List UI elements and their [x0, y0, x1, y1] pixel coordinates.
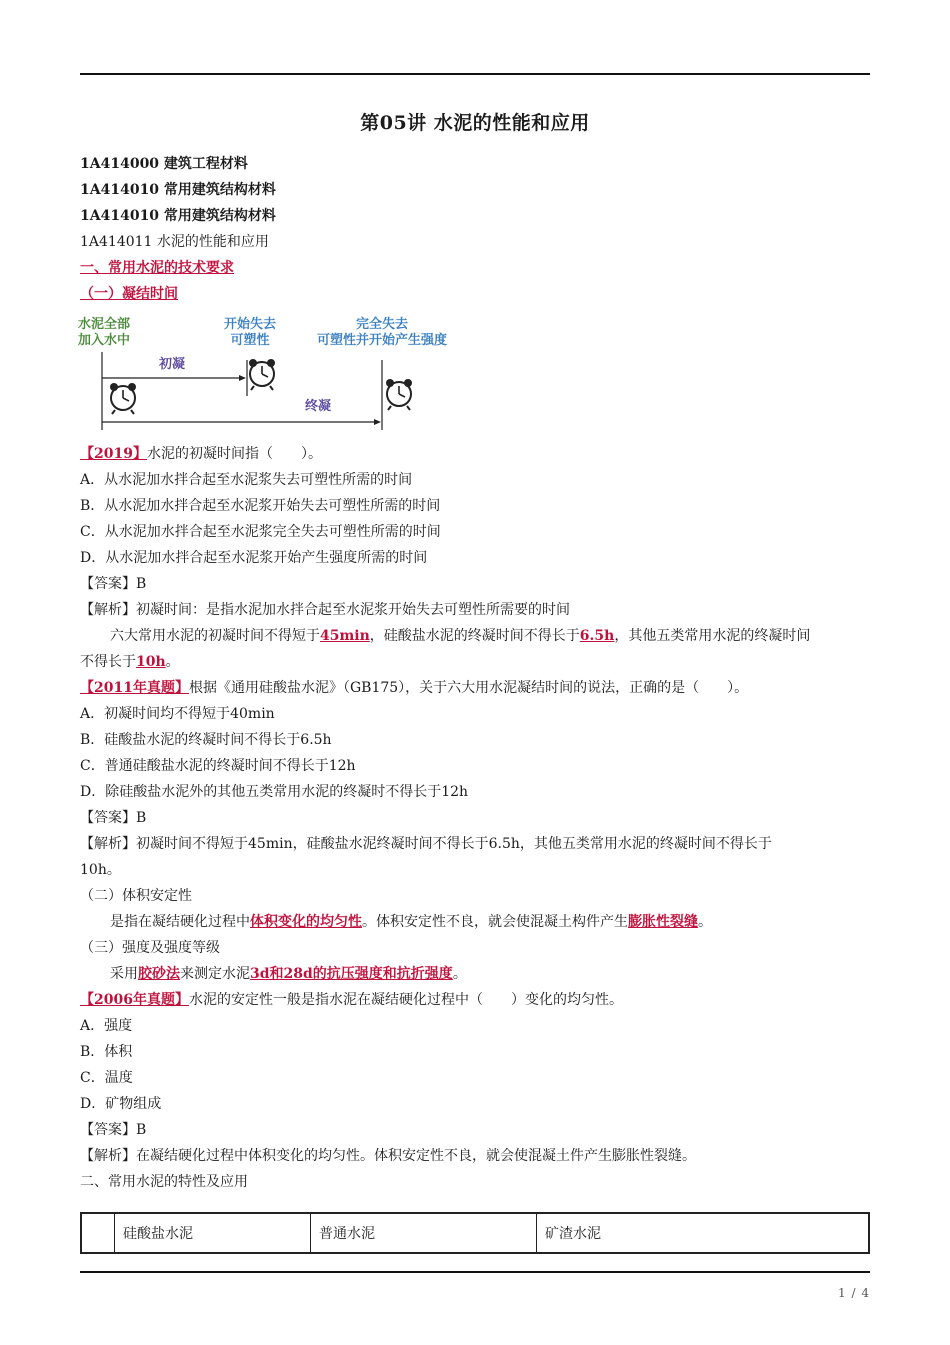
- setting-time-note-cont: 不得长于10h。: [80, 654, 180, 670]
- question-2019: [80, 444, 322, 464]
- option-b: B．体积: [80, 1044, 133, 1060]
- keyword-expansion-crack: 膨胀性裂缝: [628, 914, 698, 930]
- option-b: B．从水泥加水拌合起至水泥浆开始失去可塑性所需的时间: [80, 498, 441, 514]
- keyword-45min: 45min: [320, 628, 370, 644]
- option-d: D．从水泥加水拌合起至水泥浆开始产生强度所需的时间: [80, 550, 428, 566]
- final-setting-label: 终凝: [304, 399, 332, 414]
- setting-time-diagram: [72, 312, 472, 436]
- label-mid-line1: 开始失去: [223, 317, 277, 332]
- bottom-rule: [80, 1271, 870, 1273]
- label-end-line1: 完全失去: [355, 317, 409, 332]
- keyword-6-5h: 6.5h: [579, 628, 615, 644]
- volume-stability-text: 是指在凝结硬化过程中体积变化的均匀性。体积安定性不良，就会使混凝土构件产生膨胀性裂缝。: [110, 914, 712, 930]
- alarm-clock-icon: [110, 383, 136, 414]
- keyword-10h: 10h: [136, 654, 166, 670]
- table-header-cell: 硅酸盐水泥: [114, 1214, 310, 1252]
- question-stem: 根据《通用硅酸盐水泥》（GB175），关于六大用水泥凝结时间的说法，正确的是（ ）。: [188, 680, 749, 696]
- analysis: 【解析】初凝时间不得短于45min，硅酸盐水泥终凝时间不得长于6.5h，其他五类常用水泥的终凝时间不得长于: [80, 836, 772, 852]
- setting-time-note: 六大常用水泥的初凝时间不得短于45min，硅酸盐水泥的终凝时间不得长于6.5h，其他五类常用水泥的终凝时间: [110, 628, 811, 644]
- table-header-cell: 矿渣水泥: [536, 1214, 868, 1252]
- question-2006: [80, 990, 623, 1010]
- alarm-clock-icon: [249, 359, 275, 390]
- answer: 【答案】B: [80, 810, 147, 826]
- option-d: D．除硅酸盐水泥外的其他五类常用水泥的终凝时不得长于12h: [80, 784, 469, 800]
- option-a: A．初凝时间均不得短于40min: [80, 706, 275, 722]
- option-c: C．普通硅酸盐水泥的终凝时间不得长于12h: [80, 758, 356, 774]
- option-c: C．从水泥加水拌合起至水泥浆完全失去可塑性所需的时间: [80, 524, 441, 540]
- question-2011: [80, 678, 748, 698]
- answer: 【答案】B: [80, 576, 147, 592]
- heading-4: 1A414011 水泥的性能和应用: [80, 234, 269, 250]
- alarm-clock-icon: [386, 379, 412, 410]
- analysis: 【解析】在凝结硬化过程中体积变化的均匀性。体积安定性不良，就会使混凝土件产生膨胀性裂缝。: [80, 1148, 696, 1164]
- keyword-3d-28d-strength: 3d和28d的抗压强度和抗折强度: [250, 966, 453, 982]
- question-tag: 【2006年真题】: [80, 992, 189, 1008]
- section-1-heading: 一、常用水泥的技术要求: [80, 260, 234, 276]
- label-start-line1: 水泥全部: [78, 317, 131, 332]
- answer: 【答案】B: [80, 1122, 147, 1138]
- question-stem: 水泥的初凝时间指（ ）。: [146, 446, 322, 462]
- question-stem: 水泥的安定性一般是指水泥在凝结硬化过程中（ ）变化的均匀性。: [188, 992, 623, 1008]
- option-a: A．强度: [80, 1018, 133, 1034]
- option-b: B．硅酸盐水泥的终凝时间不得长于6.5h: [80, 732, 332, 748]
- cement-properties-table: [80, 1212, 870, 1254]
- page-title: 第05讲 水泥的性能和应用: [360, 112, 590, 134]
- keyword-mortar-method: 胶砂法: [138, 966, 180, 982]
- top-rule: [80, 73, 870, 75]
- table-header-cell: [82, 1214, 114, 1252]
- label-mid-line2: 可塑性: [230, 333, 270, 348]
- question-tag: 【2019】: [80, 446, 147, 462]
- initial-setting-label: 初凝: [158, 357, 186, 372]
- option-d: D．矿物组成: [80, 1096, 162, 1112]
- strength-text: 采用胶砂法来测定水泥3d和28d的抗压强度和抗折强度。: [110, 966, 467, 982]
- question-tag: 【2011年真题】: [80, 680, 189, 696]
- heading-1: 1A414000 建筑工程材料: [80, 156, 248, 172]
- option-c: C．温度: [80, 1070, 133, 1086]
- heading-3: 1A414010 常用建筑结构材料: [80, 208, 276, 224]
- label-end-line2: 可塑性并开始产生强度: [316, 333, 448, 348]
- analysis: 【解析】初凝时间：是指水泥加水拌合起至水泥浆开始失去可塑性所需要的时间: [80, 602, 570, 618]
- option-a: A．从水泥加水拌合起至水泥浆失去可塑性所需的时间: [80, 472, 413, 488]
- subsection-volume-stability: （二）体积安定性: [80, 888, 192, 904]
- heading-2: 1A414010 常用建筑结构材料: [80, 182, 276, 198]
- label-start-line2: 加入水中: [78, 333, 131, 348]
- section-2-heading: 二、常用水泥的特性及应用: [80, 1174, 248, 1190]
- subsection-setting-time: （一）凝结时间: [80, 286, 178, 302]
- table-header-cell: 普通水泥: [310, 1214, 536, 1252]
- subsection-strength: （三）强度及强度等级: [80, 940, 220, 956]
- page-number: 1 / 4: [838, 1286, 870, 1300]
- keyword-volume-uniformity: 体积变化的均匀性: [250, 914, 362, 930]
- analysis-cont: 10h。: [80, 862, 121, 878]
